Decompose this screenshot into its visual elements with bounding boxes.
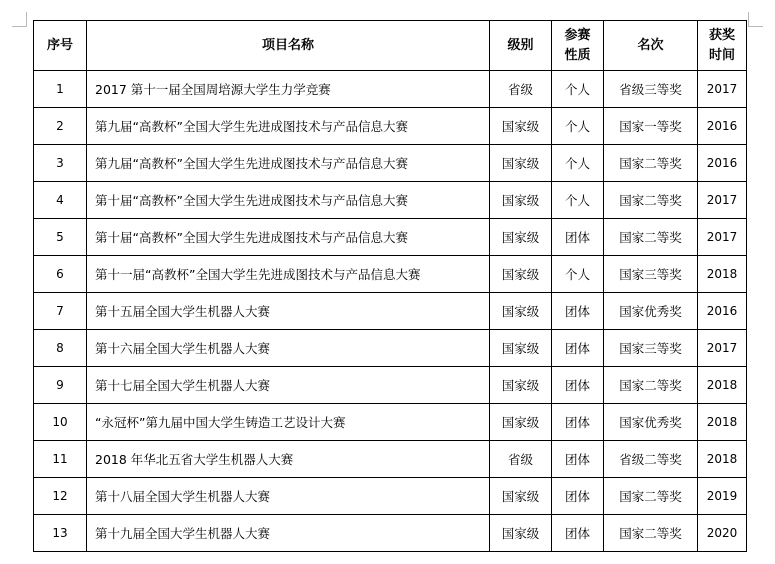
cell-name: 2017 第十一届全国周培源大学生力学竞赛: [87, 71, 490, 108]
cell-seq: 6: [34, 256, 87, 293]
table-body: [34, 71, 747, 552]
cell-type: 团体: [552, 367, 604, 404]
cell-rank: 国家优秀奖: [604, 293, 698, 330]
cell-type: 团体: [552, 478, 604, 515]
cell-level: 国家级: [490, 293, 552, 330]
cell-year: 2016: [698, 108, 747, 145]
cell-type: 个人: [552, 182, 604, 219]
table-row: [34, 145, 747, 182]
cell-level: 国家级: [490, 404, 552, 441]
cell-name: 第十届“高教杯”全国大学生先进成图技术与产品信息大赛: [87, 182, 490, 219]
table-row: [34, 219, 747, 256]
cell-rank: 国家三等奖: [604, 330, 698, 367]
cell-name: “永冠杯”第九届中国大学生铸造工艺设计大赛: [87, 404, 490, 441]
header-name: 项目名称: [87, 21, 490, 71]
header-seq: 序号: [34, 21, 87, 71]
table-header: [34, 21, 747, 71]
cell-name: 第九届“高教杯”全国大学生先进成图技术与产品信息大赛: [87, 108, 490, 145]
header-row: [34, 21, 747, 71]
cell-rank: 国家三等奖: [604, 256, 698, 293]
awards-table: [33, 20, 747, 552]
cell-level: 国家级: [490, 478, 552, 515]
cell-year: 2016: [698, 145, 747, 182]
table-row: [34, 256, 747, 293]
cell-name: 第十七届全国大学生机器人大赛: [87, 367, 490, 404]
cell-level: 国家级: [490, 108, 552, 145]
page-corner-mark-left: [12, 12, 27, 27]
cell-rank: 国家二等奖: [604, 478, 698, 515]
cell-name: 2018 年华北五省大学生机器人大赛: [87, 441, 490, 478]
cell-year: 2017: [698, 330, 747, 367]
cell-type: 团体: [552, 330, 604, 367]
cell-level: 国家级: [490, 330, 552, 367]
cell-name: 第十八届全国大学生机器人大赛: [87, 478, 490, 515]
table-row: [34, 330, 747, 367]
cell-name: 第十五届全国大学生机器人大赛: [87, 293, 490, 330]
cell-type: 团体: [552, 293, 604, 330]
cell-seq: 12: [34, 478, 87, 515]
cell-type: 团体: [552, 219, 604, 256]
table-row: [34, 478, 747, 515]
cell-name: 第十六届全国大学生机器人大赛: [87, 330, 490, 367]
cell-rank: 国家一等奖: [604, 108, 698, 145]
cell-rank: 国家二等奖: [604, 367, 698, 404]
cell-rank: 国家二等奖: [604, 182, 698, 219]
cell-rank: 省级三等奖: [604, 71, 698, 108]
table-row: [34, 108, 747, 145]
header-year: [698, 21, 747, 71]
cell-year: 2018: [698, 367, 747, 404]
cell-name: 第九届“高教杯”全国大学生先进成图技术与产品信息大赛: [87, 145, 490, 182]
cell-rank: 国家二等奖: [604, 219, 698, 256]
header-year-line-1: 获奖: [708, 27, 735, 43]
cell-seq: 13: [34, 515, 87, 552]
cell-level: 国家级: [490, 145, 552, 182]
cell-type: 个人: [552, 256, 604, 293]
table-row: [34, 293, 747, 330]
table-row: [34, 71, 747, 108]
cell-year: 2017: [698, 71, 747, 108]
cell-name: 第十一届“高教杯”全国大学生先进成图技术与产品信息大赛: [87, 256, 490, 293]
cell-rank: 国家二等奖: [604, 145, 698, 182]
cell-seq: 4: [34, 182, 87, 219]
cell-seq: 5: [34, 219, 87, 256]
cell-year: 2018: [698, 256, 747, 293]
cell-year: 2020: [698, 515, 747, 552]
cell-year: 2017: [698, 182, 747, 219]
cell-type: 个人: [552, 71, 604, 108]
header-level: 级别: [490, 21, 552, 71]
table-row: [34, 182, 747, 219]
cell-seq: 8: [34, 330, 87, 367]
cell-rank: 国家二等奖: [604, 515, 698, 552]
header-type: [552, 21, 604, 71]
table-row: [34, 404, 747, 441]
cell-type: 团体: [552, 404, 604, 441]
cell-year: 2018: [698, 404, 747, 441]
cell-year: 2016: [698, 293, 747, 330]
table-row: [34, 367, 747, 404]
cell-seq: 7: [34, 293, 87, 330]
cell-year: 2018: [698, 441, 747, 478]
cell-level: 国家级: [490, 367, 552, 404]
cell-type: 团体: [552, 515, 604, 552]
cell-year: 2017: [698, 219, 747, 256]
cell-level: 国家级: [490, 219, 552, 256]
cell-level: 国家级: [490, 256, 552, 293]
cell-name: 第十九届全国大学生机器人大赛: [87, 515, 490, 552]
cell-type: 团体: [552, 441, 604, 478]
cell-seq: 10: [34, 404, 87, 441]
cell-year: 2019: [698, 478, 747, 515]
cell-level: 省级: [490, 441, 552, 478]
cell-rank: 省级二等奖: [604, 441, 698, 478]
header-rank: 名次: [604, 21, 698, 71]
cell-level: 国家级: [490, 182, 552, 219]
header-type-line-2: 性质: [564, 47, 591, 63]
cell-seq: 1: [34, 71, 87, 108]
header-year-line-2: 时间: [708, 47, 735, 63]
cell-level: 省级: [490, 71, 552, 108]
cell-level: 国家级: [490, 515, 552, 552]
page-corner-mark-right: [748, 12, 763, 27]
cell-seq: 11: [34, 441, 87, 478]
table-row: [34, 441, 747, 478]
cell-name: 第十届“高教杯”全国大学生先进成图技术与产品信息大赛: [87, 219, 490, 256]
cell-seq: 2: [34, 108, 87, 145]
cell-seq: 9: [34, 367, 87, 404]
header-type-line-1: 参赛: [564, 27, 591, 43]
cell-type: 个人: [552, 108, 604, 145]
table-row: [34, 515, 747, 552]
cell-rank: 国家优秀奖: [604, 404, 698, 441]
cell-seq: 3: [34, 145, 87, 182]
cell-type: 个人: [552, 145, 604, 182]
